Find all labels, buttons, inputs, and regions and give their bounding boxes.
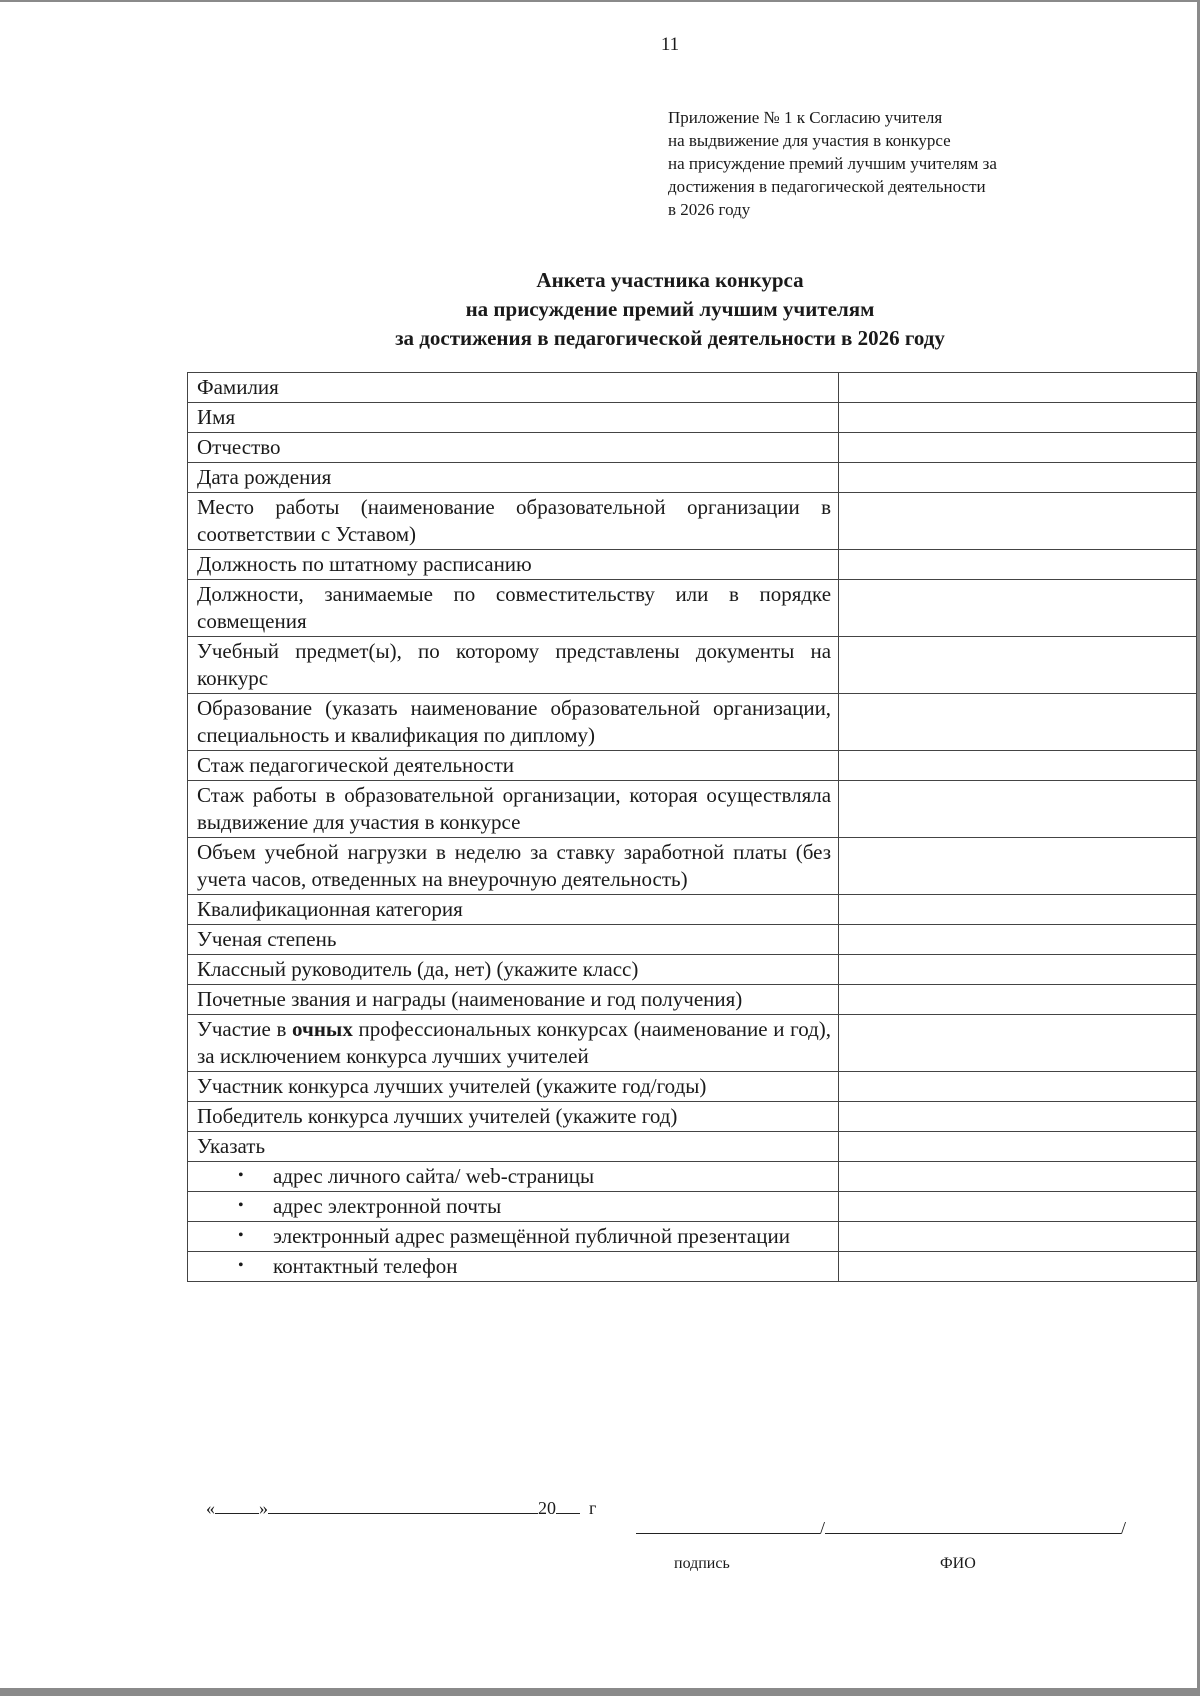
- signature-line: [636, 1517, 1126, 1539]
- quote-close: »: [259, 1498, 268, 1518]
- field-value[interactable]: [839, 925, 1197, 955]
- field-label: [188, 1192, 839, 1222]
- field-label: Фамилия: [188, 373, 839, 403]
- field-label: Должности, занимаемые по совместительству или в порядке совмещения: [188, 580, 839, 637]
- table-row: [188, 925, 1197, 955]
- field-label: Образование (указать наименование образовательной организации, специальность и квалификация по диплому): [188, 694, 839, 751]
- fio-blank[interactable]: [825, 1517, 1121, 1534]
- bullet-text: электронный адрес размещённой публичной презентации: [273, 1224, 790, 1248]
- field-label: [188, 1015, 839, 1072]
- table-row: [188, 1015, 1197, 1072]
- field-value[interactable]: [839, 433, 1197, 463]
- label-text: профессиональных конкурсах (наименование и год), за исключением конкурса лучших учителей: [197, 1017, 832, 1068]
- field-value[interactable]: [839, 1132, 1197, 1162]
- field-label: Победитель конкурса лучших учителей (укажите год): [188, 1102, 839, 1132]
- table-row: [188, 1162, 1197, 1192]
- table-row: [188, 781, 1197, 838]
- field-value[interactable]: [839, 493, 1197, 550]
- field-label: Объем учебной нагрузки в неделю за ставку заработной платы (без учета часов, отведенных на внеурочную деятельность): [188, 838, 839, 895]
- table-row: [188, 985, 1197, 1015]
- field-value[interactable]: [839, 955, 1197, 985]
- field-label: Указать: [188, 1132, 839, 1162]
- day-blank[interactable]: [215, 1497, 259, 1514]
- page-number: 11: [660, 34, 680, 55]
- field-value[interactable]: [839, 838, 1197, 895]
- table-row: [188, 433, 1197, 463]
- label-bold-text: очных: [292, 1017, 353, 1041]
- field-value[interactable]: [839, 1162, 1197, 1192]
- table-row: [188, 1222, 1197, 1252]
- appendix-line: на выдвижение для участия в конкурсе: [668, 131, 951, 150]
- fio-label: ФИО: [940, 1555, 976, 1572]
- table-row: [188, 637, 1197, 694]
- field-label: Отчество: [188, 433, 839, 463]
- table-row: [188, 1132, 1197, 1162]
- quote-open: «: [206, 1498, 215, 1518]
- field-value[interactable]: [839, 751, 1197, 781]
- table-row: [188, 1102, 1197, 1132]
- signature-slash: /: [820, 1518, 826, 1538]
- month-blank[interactable]: [268, 1497, 538, 1514]
- field-value[interactable]: [839, 403, 1197, 433]
- signature-label: подпись: [674, 1555, 730, 1572]
- signature-blank[interactable]: [636, 1517, 820, 1534]
- field-value[interactable]: [839, 580, 1197, 637]
- field-value[interactable]: [839, 895, 1197, 925]
- field-label: Дата рождения: [188, 463, 839, 493]
- field-label: Должность по штатному расписанию: [188, 550, 839, 580]
- field-value[interactable]: [839, 1222, 1197, 1252]
- title-line: за достижения в педагогической деятельности в 2026 году: [395, 326, 945, 350]
- field-value[interactable]: [839, 1072, 1197, 1102]
- year-blank[interactable]: [556, 1497, 580, 1514]
- table-row: [188, 580, 1197, 637]
- table-row: [188, 1072, 1197, 1102]
- field-label: [188, 1222, 839, 1252]
- year-suffix: г: [589, 1498, 597, 1518]
- field-value[interactable]: [839, 985, 1197, 1015]
- table-row: [188, 838, 1197, 895]
- appendix-note: [668, 106, 1088, 221]
- questionnaire-table: [187, 372, 1197, 1282]
- label-text: Участие в: [197, 1017, 293, 1041]
- field-label: Почетные звания и награды (наименование и год получения): [188, 985, 839, 1015]
- bullet-icon: •: [238, 1257, 244, 1274]
- field-label: Стаж работы в образовательной организации, которая осуществляла выдвижение для участия в конкурсе: [188, 781, 839, 838]
- bullet-icon: •: [238, 1197, 244, 1214]
- table-row: [188, 751, 1197, 781]
- table-row: [188, 895, 1197, 925]
- field-label: Учебный предмет(ы), по которому представлены документы на конкурс: [188, 637, 839, 694]
- bullet-text: контактный телефон: [273, 1254, 458, 1278]
- field-label: Место работы (наименование образовательной организации в соответствии с Уставом): [188, 493, 839, 550]
- table-row: [188, 1192, 1197, 1222]
- bullet-icon: •: [238, 1167, 244, 1184]
- appendix-line: Приложение № 1 к Согласию учителя: [668, 108, 943, 127]
- field-value[interactable]: [839, 1102, 1197, 1132]
- field-label: Имя: [188, 403, 839, 433]
- table-row: [188, 403, 1197, 433]
- appendix-line: на присуждение премий лучшим учителям за: [668, 154, 997, 173]
- field-value[interactable]: [839, 637, 1197, 694]
- title-line: на присуждение премий лучшим учителям: [465, 297, 875, 321]
- field-label: [188, 1252, 839, 1282]
- bullet-icon: •: [238, 1227, 244, 1244]
- field-label: [188, 1162, 839, 1192]
- field-value[interactable]: [839, 550, 1197, 580]
- table-row: [188, 493, 1197, 550]
- field-label: Стаж педагогической деятельности: [188, 751, 839, 781]
- signature-slash: /: [1121, 1518, 1127, 1538]
- field-value[interactable]: [839, 1015, 1197, 1072]
- table-row: [188, 550, 1197, 580]
- field-value[interactable]: [839, 1252, 1197, 1282]
- table-row: [188, 694, 1197, 751]
- field-value[interactable]: [839, 1192, 1197, 1222]
- table-row: [188, 955, 1197, 985]
- table-row: [188, 1252, 1197, 1282]
- field-label: Участник конкурса лучших учителей (укажите год/годы): [188, 1072, 839, 1102]
- field-value[interactable]: [839, 373, 1197, 403]
- appendix-line: достижения в педагогической деятельности: [668, 177, 986, 196]
- date-line: [206, 1497, 596, 1519]
- bullet-text: адрес личного сайта/ web-страницы: [273, 1164, 595, 1188]
- field-label: Ученая степень: [188, 925, 839, 955]
- document-page: [0, 2, 1197, 1688]
- table-row: [188, 463, 1197, 493]
- bullet-text: адрес электронной почты: [273, 1194, 502, 1218]
- title-line: Анкета участника конкурса: [536, 268, 804, 292]
- year-prefix: 20: [538, 1498, 556, 1518]
- appendix-line: в 2026 году: [668, 200, 751, 219]
- field-label: Классный руководитель (да, нет) (укажите класс): [188, 955, 839, 985]
- field-value[interactable]: [839, 781, 1197, 838]
- field-value[interactable]: [839, 463, 1197, 493]
- form-title: [300, 266, 1040, 353]
- table-row: [188, 373, 1197, 403]
- field-label: Квалификационная категория: [188, 895, 839, 925]
- field-value[interactable]: [839, 694, 1197, 751]
